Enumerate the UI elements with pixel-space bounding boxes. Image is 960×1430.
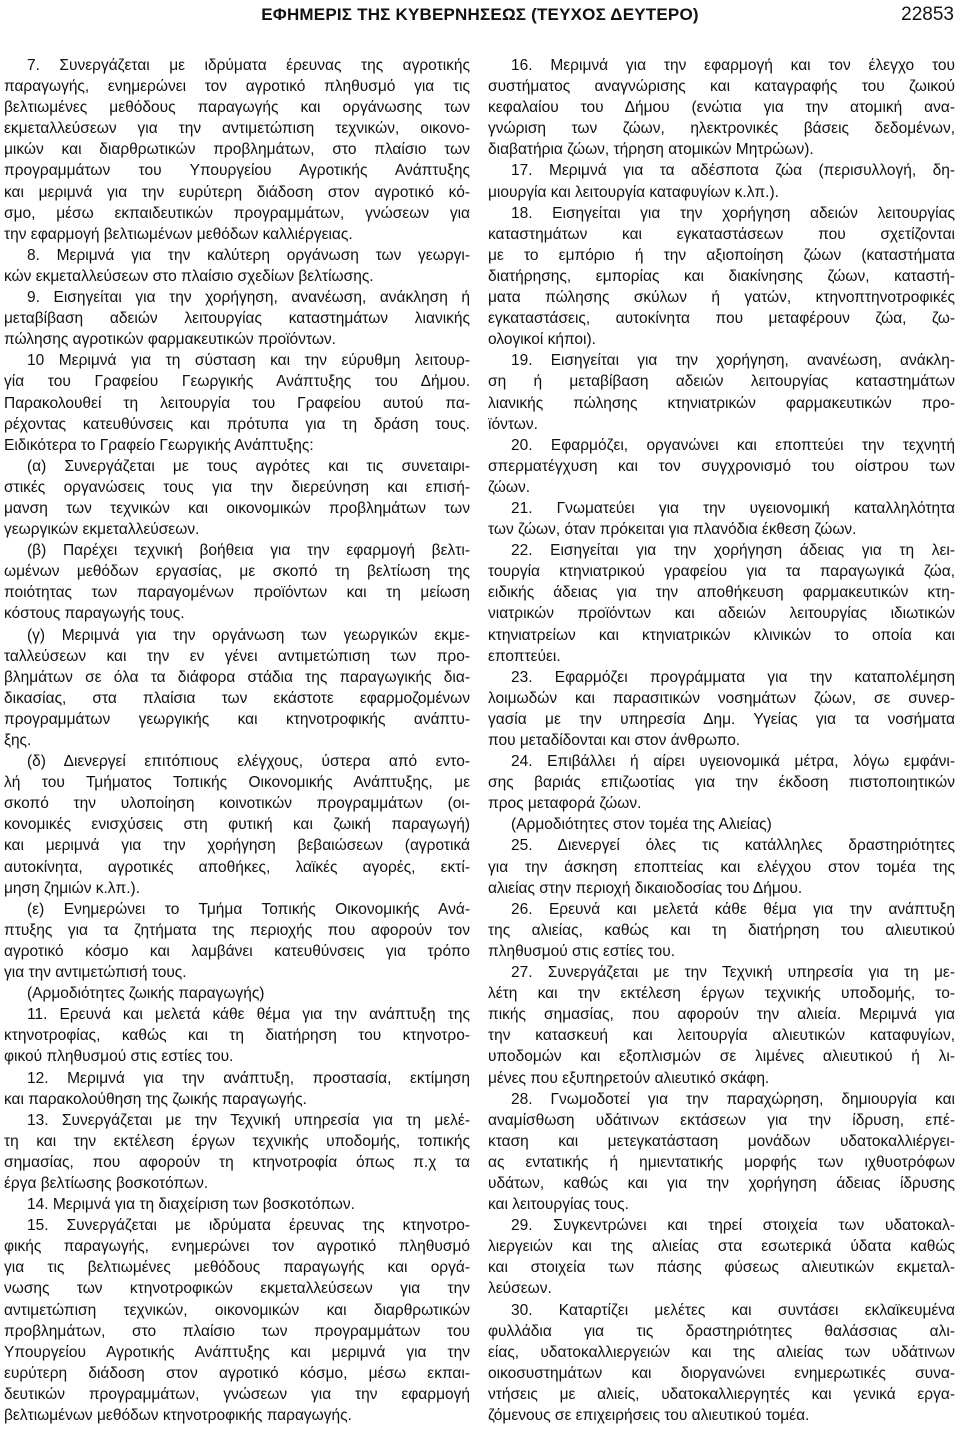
text-line: φικού πληθυσμού στις εστίες του. bbox=[4, 1048, 234, 1066]
paragraph-13 bbox=[4, 1110, 470, 1194]
text-line: (δ) Διενεργεί επιτόπιους ελέγχους, ύστερα από εντο- bbox=[27, 753, 470, 771]
text-line: κονομικές ενισχύσεις στη φυτική και ζωική παραγωγή) bbox=[4, 816, 470, 834]
text-line: των ζώων, όταν πρόκειται για πλανόδια έκθεση ζώων. bbox=[488, 521, 857, 539]
text-line: 10 Μεριμνά για τη σύσταση και την εύρυθμη λειτουρ- bbox=[27, 352, 470, 370]
text-line: 7. Συνεργάζεται με ιδρύματα έρευνας της αγροτικής bbox=[27, 57, 470, 74]
text-line: μηση ζημιών κ.λπ.). bbox=[4, 879, 141, 897]
paragraph-17 bbox=[488, 160, 955, 202]
text-line: αλιείας στην περιοχή δικαιοδοσίας του Δήμου. bbox=[488, 879, 803, 897]
text-line: μικών και διαρθρωτικών προβλημάτων, στο πλαίσιο των bbox=[4, 141, 470, 159]
text-line: λή του Τμήματος Τοπικής Οικονομικής Ανάπτυξης, με bbox=[4, 774, 470, 792]
text-line: της αλιείας, καθώς και τη διατήρηση του αλιευτικού bbox=[488, 921, 955, 939]
text-line: ταλλεύσεων και την εν γένει αντιμετώπιση των προ- bbox=[4, 647, 470, 665]
paragraph-16 bbox=[488, 55, 955, 160]
text-line: κών εκμεταλλεύσεων στο πλαίσιο σχεδίων βελτίωσης. bbox=[4, 267, 374, 285]
text-line: νωσης των κτηνοτροφικών εκμεταλλεύσεων για την bbox=[4, 1280, 470, 1298]
paragraph-10-c bbox=[4, 625, 470, 752]
text-line: 16. Μεριμνά για την εφαρμογή και τον έλεγχο του bbox=[511, 57, 955, 74]
text-line: ευρύτερη διάδοση στον αγροτικό κόσμο, μέσω εκπαι- bbox=[4, 1364, 470, 1382]
text-line: Παρακολουθεί τη λειτουργία του Γραφείου αυτού πα- bbox=[4, 394, 470, 412]
text-line: ντήσεις με αλιείς, υδατοκαλλιεργητές και γενικά εργα- bbox=[488, 1385, 955, 1403]
text-line: μανση των τεχνικών και οικονομικών προβλημάτων των bbox=[4, 499, 470, 517]
page-header bbox=[0, 0, 960, 34]
paragraph-11 bbox=[4, 1004, 470, 1067]
text-line: εκμεταλλεύσεων για την αντιμετώπιση τεχνικών, οικονο- bbox=[4, 120, 470, 138]
paragraph-27 bbox=[488, 962, 955, 1089]
text-line: ζώων. bbox=[488, 478, 531, 496]
text-line: τουργία κτηνιατρικού γραφείου για τα παραγωγικά ζώα, bbox=[488, 563, 955, 581]
text-line: και μεριμνά για την χορήγηση βεβαιώσεων (αγροτικά bbox=[4, 837, 470, 855]
text-line: και παρακολούθηση της ζωικής παραγωγής. bbox=[4, 1090, 307, 1108]
text-line: μένες που εξυπηρετούν αλιευτικό σκάφη. bbox=[488, 1069, 770, 1087]
text-line: αντιμετώπιση τεχνικών, οικονομικών και διαρθρωτικών bbox=[4, 1301, 470, 1319]
text-line: μιουργία και λειτουργία καταφυγίων κ.λπ.). bbox=[488, 183, 779, 201]
text-line: 19. Εισηγείται για την χορήγηση, ανανέωση, ανάκλη- bbox=[511, 352, 955, 370]
paragraph-14 bbox=[4, 1194, 470, 1215]
text-line: γία του Γραφείου Γεωργικής Ανάπτυξης του Δήμου. bbox=[4, 373, 470, 391]
text-line: ας εντατικής ή ημιεντατικής μορφής των ιχθυοτρόφων bbox=[488, 1153, 955, 1171]
text-line: γνώριση των ζώων, ηλεκτρονικές βάσεις δεδομένων, bbox=[488, 120, 955, 138]
paragraph-20 bbox=[488, 435, 955, 498]
text-line: 27. Συνεργάζεται με την Τεχνική υπηρεσία για τη με- bbox=[511, 964, 955, 982]
text-line: με το εμπόριο ή την αξιοποίηση ζώων (καταστήματα bbox=[488, 246, 955, 264]
text-line: 13. Συνεργάζεται με την Τεχνική υπηρεσία για τη μελέ- bbox=[27, 1111, 470, 1129]
text-line: για την αντιμετώπισή τους. bbox=[4, 964, 187, 982]
text-line: ρέχοντας κατευθύνσεις και πρότυπα για τη δράση τους. bbox=[4, 415, 470, 433]
text-line: 22. Εισηγείται για την χορήγηση άδειας για τη λει- bbox=[511, 542, 955, 560]
text-line: 9. Εισηγείται για την χορήγηση, ανανέωση, ανάκληση ή bbox=[27, 289, 470, 307]
text-line: υποδομών και εξοπλισμών σε λιμένες αλιευτικού ή λι- bbox=[488, 1048, 955, 1066]
text-line: σμο, μέσω εκπαιδευτικών προγραμμάτων, γνώσεων για bbox=[4, 204, 470, 222]
text-line: ειδικής άδειας για την αποθήκευση φαρμακευτικών κτη- bbox=[488, 584, 955, 602]
text-line: ϊόντων. bbox=[488, 415, 538, 433]
text-line: την εφαρμογή βελτιωμένων μεθόδων καλλιέργειας. bbox=[4, 225, 353, 243]
text-line: λοιμωδών και παρασιτικών νοσημάτων ζώων, σε συνερ- bbox=[488, 689, 955, 707]
text-line: αυτοκίνητα, αγροτικές αποθήκες, λαϊκές αγορές, εκτί- bbox=[4, 858, 470, 876]
paragraph-9 bbox=[4, 287, 470, 350]
text-line: 26. Ερευνά και μελετά κάθε θέμα για την ανάπτυξη bbox=[511, 900, 955, 918]
paragraph-18 bbox=[488, 203, 955, 351]
paragraph-21 bbox=[488, 498, 955, 540]
text-line: ζόμενους σε επιχειρήσεις του αλιευτικού τομέα. bbox=[488, 1407, 810, 1424]
text-line: φυλλάδια για τις δραστηριότητες θαλάσσιας αλι- bbox=[488, 1322, 955, 1340]
text-line: αναμίσθωση υδάτινων εκτάσεων για την ίδρυση, επέ- bbox=[488, 1111, 955, 1129]
text-line: κταση και μετεγκατάσταση μονάδων υδατοκαλλιέργει- bbox=[488, 1132, 955, 1150]
text-line: 11. Ερευνά και μελετά κάθε θέμα για την ανάπτυξη της bbox=[27, 1006, 470, 1024]
section-heading-fisheries bbox=[488, 814, 955, 835]
section-heading: (Αρμοδιότητες στον τομέα της Αλιείας) bbox=[511, 816, 772, 834]
text-line: κτηνιατρείων και κτηνιατρικών κλινικών το οποία και bbox=[488, 626, 955, 644]
text-line: (β) Παρέχει τεχνική βοήθεια για την εφαρμογή βελτι- bbox=[27, 542, 470, 560]
paragraph-25 bbox=[488, 835, 955, 898]
text-line: (α) Συνεργάζεται με τους αγρότες και τις συνεταιρι- bbox=[27, 457, 470, 475]
text-line: κόστους παραγωγής τους. bbox=[4, 605, 185, 623]
text-line: 18. Εισηγείται για την χορήγηση αδειών λειτουργίας bbox=[511, 204, 955, 222]
paragraph-10-b bbox=[4, 540, 470, 624]
text-line: (γ) Μεριμνά για την οργάνωση των γεωργικών εκμε- bbox=[27, 626, 470, 644]
paragraph-28 bbox=[488, 1089, 955, 1216]
text-line: βελτιωμένων μεθόδων κτηνοτροφικής παραγωγής. bbox=[4, 1407, 352, 1424]
text-line: έργα βελτίωσης βοσκοτόπων. bbox=[4, 1174, 209, 1192]
text-line: 30. Καταρτίζει μελέτες και συντάσει εκλαϊκευμένα bbox=[511, 1301, 955, 1319]
text-line: πώλησης αγροτικών φαρμακευτικών προϊόντων. bbox=[4, 331, 336, 349]
text-line: είας, υδατοκαλλιεργειών και της αλιείας των υδάτινων bbox=[488, 1343, 955, 1361]
text-line: παραγωγής, ενημερώνει τον αγροτικό πληθυσμό για τις bbox=[4, 78, 470, 96]
text-line: για τις βελτιωμένες μεθόδους παραγωγής και οργά- bbox=[4, 1259, 470, 1277]
paragraph-10-a bbox=[4, 456, 470, 540]
gazette-title: ΕΦΗΜΕΡΙΣ ΤΗΣ ΚΥΒΕΡΝΗΣΕΩΣ (ΤΕΥΧΟΣ ΔΕΥΤΕΡΟ) bbox=[261, 5, 699, 24]
text-line: αγροτικό κόσμο και λαμβάνει κατευθύνσεις για τρόπο bbox=[4, 942, 470, 960]
text-line: συστήματος αναγνώρισης και καταγραφής του ζωικού bbox=[488, 78, 955, 96]
text-line: 17. Μεριμνά για τα αδέσποτα ζώα (περισυλλογή, δη- bbox=[511, 162, 955, 180]
text-line: (ε) Ενημερώνει το Τμήμα Τοπικής Οικονομικής Ανά- bbox=[27, 900, 470, 918]
text-line: σκοπό την υλοποίηση κοινοτικών προγραμμάτων (οι- bbox=[4, 795, 470, 813]
text-line: 14. Μεριμνά για τη διαχείριση των βοσκοτόπων. bbox=[27, 1196, 355, 1214]
text-line: ωμένων μεθόδων εργασίας, με σκοπό τη βελτίωση της bbox=[4, 563, 470, 581]
text-line: διατήρησης, εμπορίας και διακίνησης ζώων, καταστή- bbox=[488, 267, 955, 285]
text-line: 29. Συγκεντρώνει και τηρεί στοιχεία των υδατοκαλ- bbox=[511, 1217, 955, 1235]
text-line: φικής παραγωγής, ενημερώνει τον αγροτικό πληθυσμό bbox=[4, 1238, 470, 1256]
text-line: την κατασκευή και λειτουργία αλιευτικών καταφυγίων, bbox=[488, 1027, 955, 1045]
text-line: γεωργικών εκμεταλλεύσεων. bbox=[4, 521, 200, 539]
text-line: σημασίας, που αφορούν τη κτηνοτροφία όπως π.χ τα bbox=[4, 1153, 470, 1171]
text-line: εποπτεύει. bbox=[488, 647, 561, 665]
text-line: και λειτουργίας τους. bbox=[488, 1196, 629, 1214]
text-line: λιεργειών και της αλιείας στα εσωτερικά ύδατα καθώς bbox=[488, 1238, 955, 1256]
text-line: λεύσεων. bbox=[488, 1280, 552, 1298]
paragraph-15 bbox=[4, 1215, 470, 1426]
text-line: λέτη και την εκτέλεση έργων τεχνικής υποδομής, το- bbox=[488, 985, 955, 1003]
text-line: βλημάτων σε όλα τα διάφορα στάδια της παραγωγικής δια- bbox=[4, 668, 470, 686]
paragraph-30 bbox=[488, 1300, 955, 1427]
text-line: 15. Συνεργάζεται με ιδρύματα έρευνας της κτηνοτρο- bbox=[27, 1217, 470, 1235]
text-line: μεταβίβαση αδειών λειτουργίας καταστημάτων λιανικής bbox=[4, 310, 470, 328]
text-line: καταστημάτων και εγκαταστάσεων που σχετίζονται bbox=[488, 225, 955, 243]
text-line: νιατρικών προϊόντων και αδειών λειτουργίας ιδιωτικών bbox=[488, 605, 955, 623]
text-line: εγκαταστάσεις, αυτοκίνητα που μεταφέρουν ζώα, ζω- bbox=[488, 310, 955, 328]
text-line: 28. Γνωμοδοτεί για την παραχώρηση, δημιουργία και bbox=[511, 1090, 955, 1108]
text-line: και μεριμνά για την ευρύτερη διάδοση στον αγροτικό κό- bbox=[4, 183, 470, 201]
text-line: υδάτων, καθώς και για την χορήγηση άδειας ίδρυσης bbox=[488, 1174, 955, 1192]
text-line: που μεταδίδονται και στον άνθρωπο. bbox=[488, 732, 741, 749]
paragraph-10 bbox=[4, 350, 470, 455]
text-line: 24. Επιβάλλει ή αίρει υγειονομικά μέτρα, λόγω εμφάνι- bbox=[511, 753, 955, 771]
paragraph-23 bbox=[488, 667, 955, 751]
text-line: ποιότητας των παραγομένων προϊόντων και τη μείωση bbox=[4, 584, 470, 602]
text-line: σης βαριάς επιζωοτίας για την έκδοση πιστοποιητικών bbox=[488, 774, 955, 792]
left-column bbox=[4, 55, 470, 1426]
text-line: προβλημάτων, στο πλαίσιο των προγραμμάτων του bbox=[4, 1322, 470, 1340]
text-line: σπερματέγχυση και τον συγχρονισμό του οίστρου των bbox=[488, 457, 955, 475]
text-line: προγραμμάτων του Υπουργείου Αγροτικής Ανάπτυξης bbox=[4, 162, 470, 180]
text-line: 20. Εφαρμόζει, οργανώνει και εποπτεύει την τεχνητή bbox=[511, 436, 955, 454]
paragraph-7 bbox=[4, 55, 470, 245]
text-line: ολογικοί κήποι). bbox=[488, 331, 596, 349]
text-line: λιανικής πώλησης κτηνιατρικών φαρμακευτικών προ- bbox=[488, 394, 955, 412]
paragraph-26 bbox=[488, 899, 955, 962]
text-line: στικές οργανώσεις τους για την διερεύνηση και επισή- bbox=[4, 478, 470, 496]
text-line: δευτικών προγραμμάτων, γνώσεων για την εφαρμογή bbox=[4, 1385, 470, 1403]
text-line: πληθυσμού στις εστίες του. bbox=[488, 942, 676, 960]
page-number: 22853 bbox=[901, 4, 954, 25]
text-line: γασία με την υπηρεσία Δημ. Υγείας για τα νοσήματα bbox=[488, 710, 955, 728]
section-heading: (Αρμοδιότητες ζωικής παραγωγής) bbox=[27, 985, 265, 1003]
paragraph-24 bbox=[488, 751, 955, 814]
paragraph-8 bbox=[4, 245, 470, 287]
text-line: τη και την εκτέλεση έργων τεχνικής υποδομής, τοπικής bbox=[4, 1132, 470, 1150]
text-line: 12. Μεριμνά για την ανάπτυξη, προστασία, εκτίμηση bbox=[27, 1069, 470, 1087]
text-line: διαβατήρια ζώων, τήρηση ατομικών Μητρώων). bbox=[488, 141, 814, 159]
text-line: 8. Μεριμνά για την καλύτερη οργάνωση των γεωργι- bbox=[27, 246, 470, 264]
text-line: οικοσυστημάτων και διοργανώνει ενημερωτικές συνα- bbox=[488, 1364, 955, 1382]
text-line: 25. Διενεργεί όλες τις κατάλληλες δραστηριότητες bbox=[511, 837, 955, 855]
text-line: και στοιχεία των πάσης φύσεως αλιευτικών εκμεταλ- bbox=[488, 1259, 955, 1277]
text-line: κτηνοτροφίας, καθώς και τη διατήρηση του κτηνοτρο- bbox=[4, 1027, 470, 1045]
text-line: πτυξης για τα ζητήματα της περιοχής που αφορούν τον bbox=[4, 921, 470, 939]
text-line: 21. Γνωματεύει για την υγειονομική καταλληλότητα bbox=[511, 499, 955, 517]
paragraph-19 bbox=[488, 350, 955, 434]
paragraph-12 bbox=[4, 1068, 470, 1110]
text-line: πικής σημασίας, που αφορούν την αλιεία. Μεριμνά για bbox=[488, 1006, 955, 1024]
paragraph-29 bbox=[488, 1215, 955, 1299]
text-line: προς μεταφορά ζώων. bbox=[488, 795, 642, 813]
text-line: για την άσκηση εποπτείας και ελέγχου στον τομέα της bbox=[488, 858, 955, 876]
paragraph-22 bbox=[488, 540, 955, 667]
text-line: Ειδικότερα το Γραφείο Γεωργικής Ανάπτυξης: bbox=[4, 436, 314, 454]
text-line: ξης. bbox=[4, 732, 32, 749]
paragraph-10-d bbox=[4, 751, 470, 899]
right-column bbox=[488, 55, 955, 1426]
text-line: βελτιωμένες μεθόδους παραγωγής και οργάνωσης των bbox=[4, 99, 470, 117]
text-line: ματα πώλησης σκύλων ή γατών, κτηνοπτηνοτροφικές bbox=[488, 289, 955, 307]
text-line: ση ή μεταβίβαση αδειών λειτουργίας καταστημάτων bbox=[488, 373, 955, 391]
text-line: 23. Εφαρμόζει προγράμματα για την καταπολέμηση bbox=[511, 668, 955, 686]
text-line: Υπουργείου Αγροτικής Ανάπτυξης και μεριμνά για την bbox=[4, 1343, 470, 1361]
section-heading-livestock bbox=[4, 983, 470, 1004]
text-line: δικασίας, στα πλαίσια των εκάστοτε εφαρμοζομένων bbox=[4, 689, 470, 707]
text-line: προγραμμάτων γεωργικής και κτηνοτροφικής ανάπτυ- bbox=[4, 710, 470, 728]
text-line: κεφαλαίου του Δήμου (ενώτια για την ατομική ανα- bbox=[488, 99, 955, 117]
paragraph-10-e bbox=[4, 899, 470, 983]
